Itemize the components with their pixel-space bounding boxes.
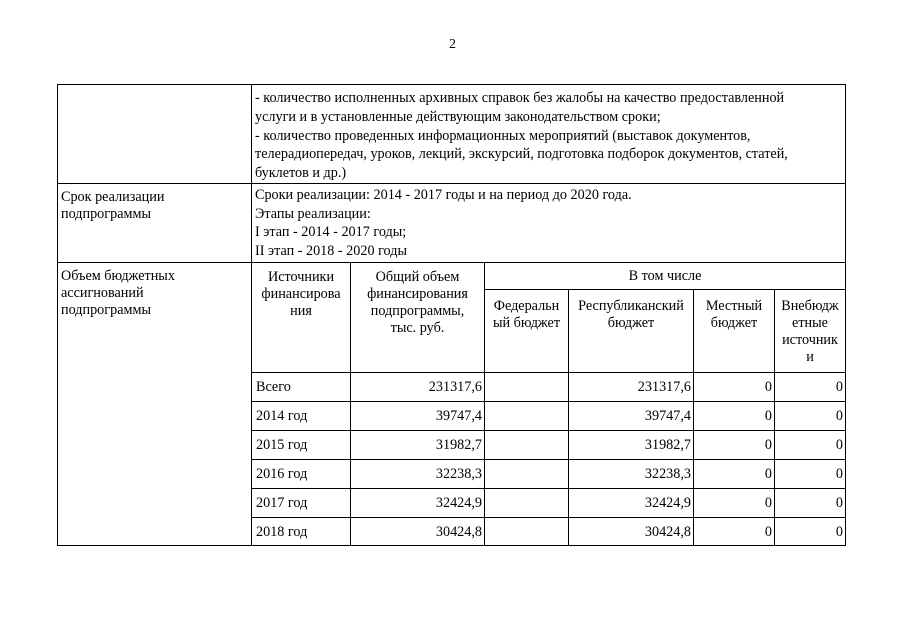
header-source: Источники финансирова ния: [261, 269, 341, 319]
row2-line-1: Сроки реализации: 2014 - 2017 годы и на период до 2020 года.: [255, 187, 632, 203]
header-local: Местный бюджет: [705, 298, 763, 331]
header-republic: Республиканский бюджет: [578, 298, 684, 331]
cell-extra: 0: [835, 466, 843, 482]
row-label: 2018 год: [256, 524, 308, 540]
cell-extra: 0: [835, 379, 843, 395]
cell-local: 0: [764, 437, 772, 453]
cell-local: 0: [764, 408, 772, 424]
cell-total: 30424,8: [435, 524, 482, 540]
cell-total: 31982,7: [435, 437, 482, 453]
cell-total: 231317,6: [428, 379, 482, 395]
cell-extra: 0: [835, 408, 843, 424]
cell-local: 0: [764, 524, 772, 540]
row1-description: [255, 89, 788, 183]
row2-line-4: II этап - 2018 - 2020 годы: [255, 242, 407, 259]
cell-total: 39747,4: [435, 408, 482, 424]
cell-republic: 30424,8: [644, 524, 691, 540]
row-label: Всего: [256, 379, 291, 395]
row-label: 2014 год: [256, 408, 308, 424]
row1-line-1: - количество исполненных архивных справок без жалобы на качество предоставленной: [255, 90, 785, 106]
header-including: В том числе: [628, 268, 702, 284]
cell-local: 0: [764, 379, 772, 395]
row1-line-2: услуги и в установленные действующим законодательством сроки;: [255, 108, 661, 125]
header-extra: Внебюдж етные источник и: [781, 298, 839, 365]
row2-description: [255, 186, 632, 260]
row2-label: Срок реализации подпрограммы: [61, 189, 165, 222]
row2-line-3: I этап - 2014 - 2017 годы;: [255, 224, 407, 241]
row1-line-4: телерадиопередач, уроков, лекций, экскурсий, подготовка подборок документов, статей,: [255, 146, 788, 163]
cell-republic: 39747,4: [644, 408, 691, 424]
row-label: 2016 год: [256, 466, 308, 482]
row1-line-5: буклетов и др.): [255, 165, 347, 182]
cell-total: 32238,3: [435, 466, 482, 482]
cell-extra: 0: [835, 495, 843, 511]
cell-extra: 0: [835, 524, 843, 540]
cell-total: 32424,9: [435, 495, 482, 511]
cell-republic: 32238,3: [644, 466, 691, 482]
cell-extra: 0: [835, 437, 843, 453]
row3-label: Объем бюджетных ассигнований подпрограммы: [61, 268, 175, 318]
cell-local: 0: [764, 466, 772, 482]
row-label: 2015 год: [256, 437, 308, 453]
cell-local: 0: [764, 495, 772, 511]
cell-republic: 31982,7: [644, 437, 691, 453]
header-total: Общий объем финансирования подпрограммы, тыс. руб.: [367, 269, 468, 336]
cell-republic: 231317,6: [637, 379, 691, 395]
header-federal: Федеральн ый бюджет: [492, 298, 561, 331]
row-label: 2017 год: [256, 495, 308, 511]
page-number: 2: [449, 37, 456, 52]
row2-line-2: Этапы реализации:: [255, 205, 371, 222]
row1-line-3: - количество проведенных информационных мероприятий (выставок документов,: [255, 127, 751, 144]
cell-republic: 32424,9: [644, 495, 691, 511]
